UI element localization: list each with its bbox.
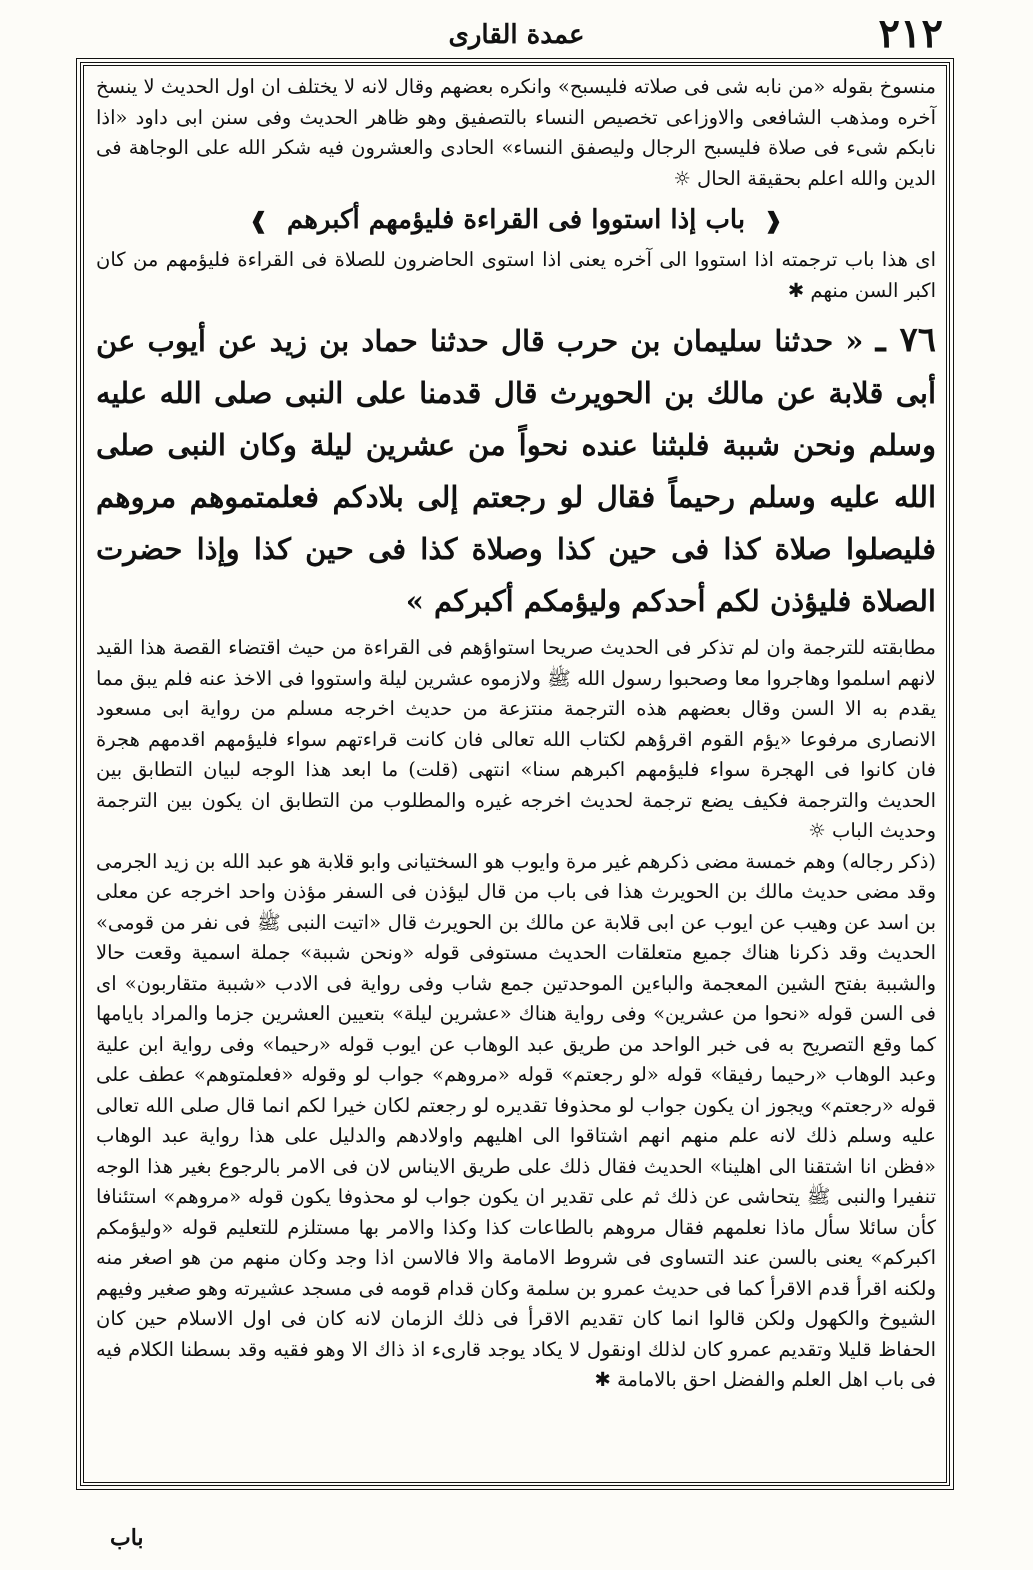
running-head: [0, 10, 1033, 58]
hadith-text: « حدثنا سليمان بن حرب قال حدثنا حماد بن زيد عن أيوب عن أبى قلابة عن مالك بن الحويرث قال قدمنا على النبى صلى الله عليه وسلم ونحن شببة فلبثنا عنده نحواً من عشرين ليلة وكان النبى صلى الله عليه وسلم رحيماً فقال لو رجعتم إلى بلادكم فعلمتموهم مروهم فليصلوا صلاة كذا فى حين كذا وصلاة كذا فى حين كذا وإذا حضرت الصلاة فليؤذن لكم أحدكم وليؤمكم أكبركم »: [96, 324, 936, 618]
book-title: عمدة القارى: [448, 20, 585, 50]
ornament-right-icon: ❰: [764, 208, 783, 234]
hadith-number: ٧٦ ـ: [875, 320, 936, 360]
catchword: باب: [110, 1525, 144, 1551]
intro-paragraph: منسوخ بقوله «من نابه شى فى صلاته فليسبح» وانكره بعضهم وقال لانه لا يختلف ان اول الحديث لا ينسخ آخره ومذهب الشافعى والاوزاعى تخصيص النساء بالتصفيق وهو ظاهر الحديث وفى سنن ابى داود «اذا نابكم شىء فى صلاة فليسبح الرجال وليصفق النساء» الحادى والعشرون فيه شكر الله على الوجاهة فى الدين والله اعلم بحقيقة الحال ☼: [96, 75, 936, 190]
page-number: ٢١٢: [878, 10, 943, 57]
chapter-heading-text: باب إذا استووا فى القراءة فليؤمهم أكبرهم: [286, 205, 746, 235]
page-content: [96, 72, 936, 1396]
hadith-text-block: [96, 314, 936, 627]
chapter-heading: [96, 200, 936, 241]
commentary-paragraph: مطابقته للترجمة وان لم تذكر فى الحديث صريحا استواؤهم فى القراءة من حيث اقتضاء القصة هذا القيد لانهم اسلموا وهاجروا معا وصحبوا رسول الله ﷺ ولازموه عشرين ليلة واستووا فى الاخذ عنه فلم يبق مما يقدم به الا السن وقال بعضهم هذه الترجمة منتزعة من حديث اخرجه مسلم من رواية ابى مسعود الانصارى مرفوعا «يؤم القوم اقرؤهم لكتاب الله تعالى فان كانت قراءتهم سواء فليؤمهم اقدمهم هجرة فان كانوا فى الهجرة سواء فليؤمهم اكبرهم سنا» انتهى (قلت) ما ابعد هذا الوجه لبيان التطابق بين الحديث والترجمة فكيف يضع ترجمة لحديث اخرجه غيره والمطلوب من التطابق ان يكون بين الترجمة وحديث الباب ☼: [96, 636, 936, 842]
commentary-paragraph: (ذكر رجاله) وهم خمسة مضى ذكرهم غير مرة وايوب هو السختيانى وابو قلابة هو عبد الله بن زيد الجرمى وقد مضى حديث مالك بن الحويرث هذا فى باب من قال ليؤذن فى السفر مؤذن واحد اخرجه عن معلى بن اسد عن وهيب عن ايوب عن ابى قلابة عن مالك بن الحويرث قال «اتيت النبى ﷺ فى نفر من قومى» الحديث وقد ذكرنا هناك جميع متعلقات الحديث مستوفى قوله «ونحن شببة» جملة اسمية وقعت حالا والشببة بفتح الشين المعجمة والباءين الموحدتين جمع شاب وفى رواية فى الادب «شببة متقاربون» اى فى السن قوله «نحوا من عشرين» وفى رواية هناك «عشرين ليلة» بتعيين العشرين جزما والمراد بايامها كما وقع التصريح به فى خبر الواحد من طريق عبد الوهاب عن ايوب قوله «رحيما» وفى رواية ابن علية وعبد الوهاب «رحيما رفيقا» قوله «لو رجعتم» قوله «مروهم» جواب لو وقوله «فعلمتوهم» عطف على قوله «رجعتم» ويجوز ان يكون جواب لو محذوفا تقديره لو رجعتم لكان خيرا لكم انما قال صلى الله تعالى عليه وسلم ذلك لانه علم منهم انهم اشتاقوا الى اهليهم واولادهم والدليل على هذا رواية عبد الوهاب «فظن انا اشتقنا الى اهلينا» الحديث فقال ذلك على طريق الايناس لان فى الامر بالرجوع بغير هذا الوجه تنفيرا والنبى ﷺ يتحاشى عن ذلك ثم على تقدير ان يكون جواب لو محذوفا يكون قوله «مروهم» استئنافا كأن سائلا سأل ماذا نعلمهم فقال مروهم بالطاعات كذا وكذا والامر بها مستلزم للتعليم قوله «وليؤمكم اكبركم» يعنى بالسن عند التساوى فى شروط الامامة والا فالاسن اذا وجد وكان منهم من هو اصغر منه ولكنه اقرأ قدم الاقرأ كما فى حديث عمرو بن سلمة وكان قدام قومه فى مسجد عشيرته وهو صغير وفيهم الشيوخ والكهول ولكن قالوا انما كان تقديم الاقرأ فى ذلك الزمان لانه كان فى اول الاسلام حين كان الحفاظ قليلا وتقديم عمرو كان لذلك اونقول لا يكاد يوجد قارىء اذ ذاك الا وهو فقيه وقد بسطنا الكلام فيه فى باب اهل العلم والفضل احق بالامامة ✱: [96, 849, 936, 1391]
ornament-left-icon: ❱: [249, 208, 268, 234]
chapter-explanation: اى هذا باب ترجمته اذا استووا الى آخره يعنى اذا استوى الحاضرون للصلاة فى القراءة فليؤمهم من كان اكبر السن منهم ✱: [96, 248, 936, 302]
